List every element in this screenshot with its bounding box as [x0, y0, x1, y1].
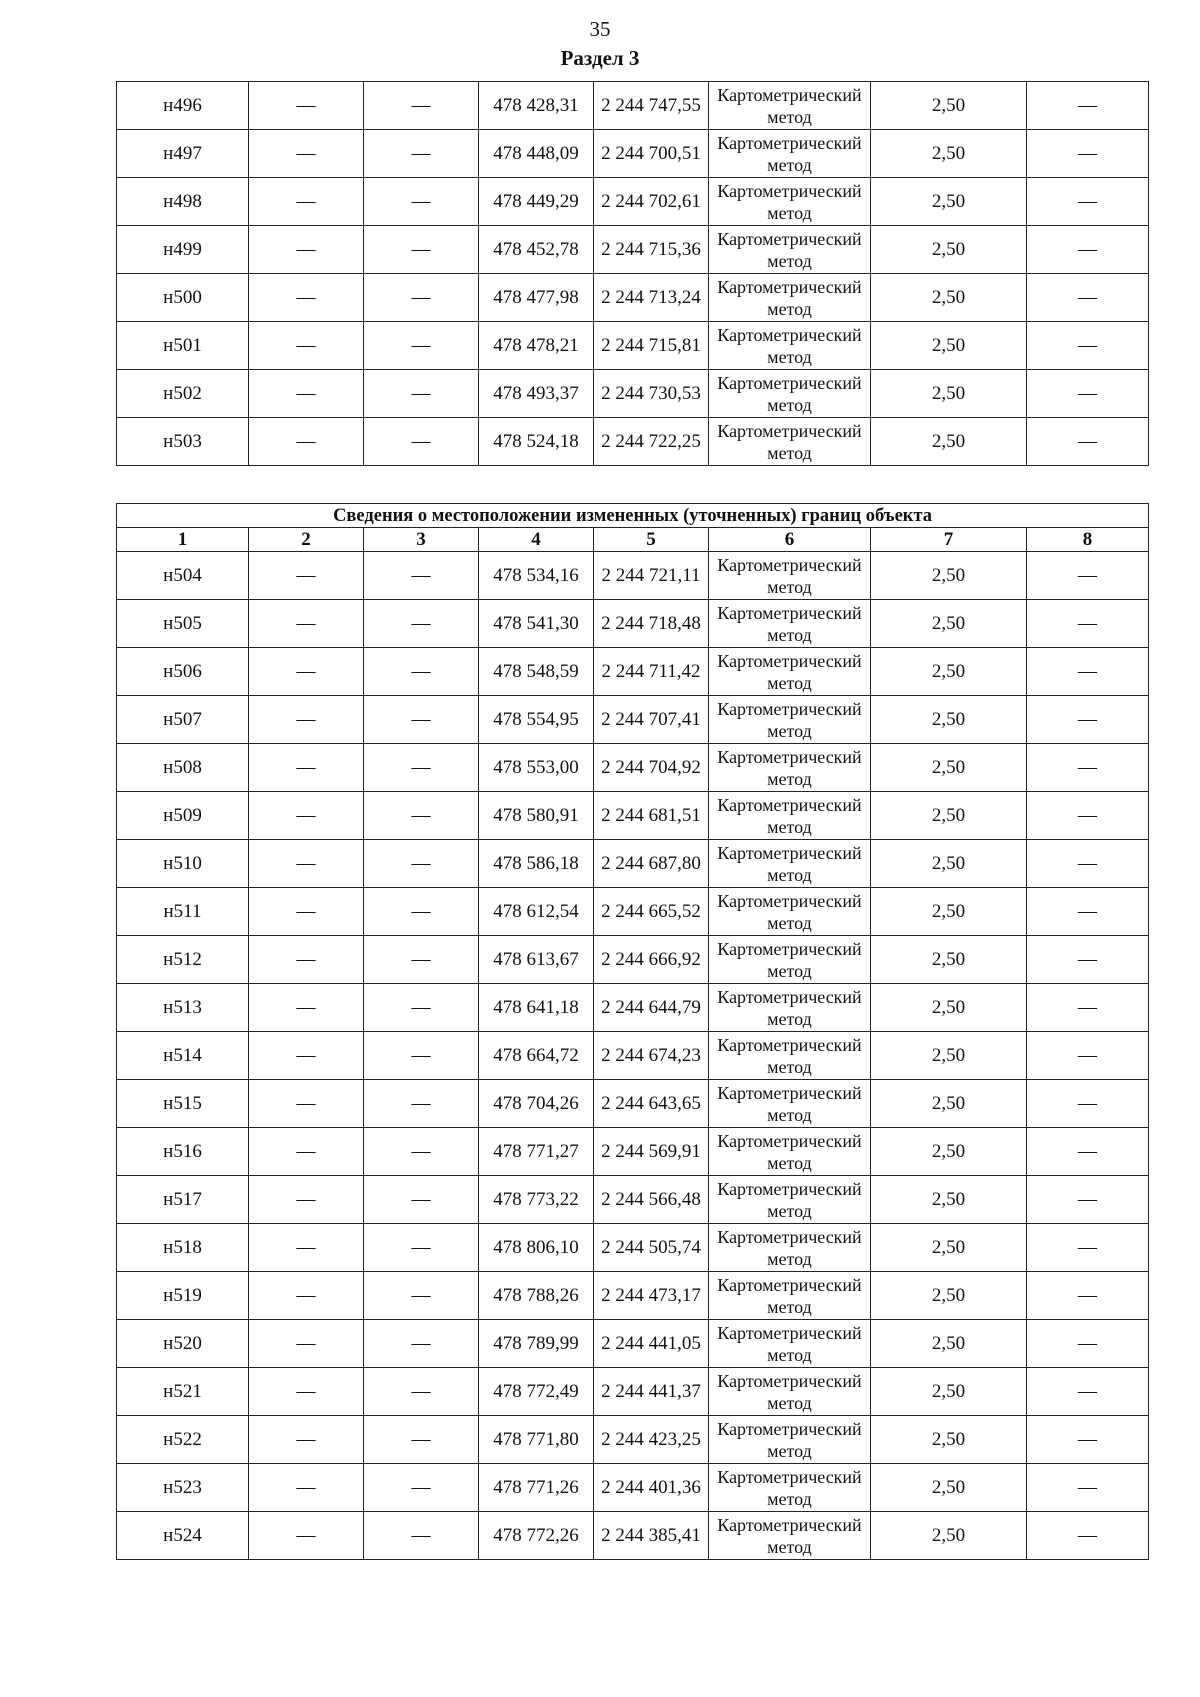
table-row [117, 1416, 1149, 1464]
empty-dash-cell: — [1027, 1128, 1149, 1176]
column-number-cell: 4 [479, 528, 594, 552]
y-coordinate-cell: 2 244 473,17 [594, 1272, 709, 1320]
point-id-cell: н501 [117, 322, 249, 370]
empty-dash-cell: — [1027, 322, 1149, 370]
y-coordinate-cell: 2 244 747,55 [594, 82, 709, 130]
empty-dash-cell: — [1027, 1464, 1149, 1512]
y-coordinate-cell: 2 244 681,51 [594, 792, 709, 840]
empty-dash-cell: — [249, 1320, 364, 1368]
table-row [117, 178, 1149, 226]
column-number-cell: 8 [1027, 528, 1149, 552]
x-coordinate-cell: 478 428,31 [479, 82, 594, 130]
y-coordinate-cell: 2 244 707,41 [594, 696, 709, 744]
x-coordinate-cell: 478 771,27 [479, 1128, 594, 1176]
empty-dash-cell: — [249, 1512, 364, 1560]
empty-dash-cell: — [364, 1464, 479, 1512]
empty-dash-cell: — [364, 648, 479, 696]
empty-dash-cell: — [364, 1416, 479, 1464]
method-cell: Картометрический метод [709, 178, 871, 226]
empty-dash-cell: — [364, 370, 479, 418]
table-row [117, 1080, 1149, 1128]
empty-dash-cell: — [1027, 888, 1149, 936]
table-row [117, 600, 1149, 648]
empty-dash-cell: — [1027, 418, 1149, 466]
empty-dash-cell: — [364, 1224, 479, 1272]
point-id-cell: н504 [117, 552, 249, 600]
empty-dash-cell: — [249, 936, 364, 984]
y-coordinate-cell: 2 244 730,53 [594, 370, 709, 418]
empty-dash-cell: — [1027, 744, 1149, 792]
table-row [117, 274, 1149, 322]
empty-dash-cell: — [1027, 1272, 1149, 1320]
point-id-cell: н518 [117, 1224, 249, 1272]
accuracy-cell: 2,50 [871, 984, 1027, 1032]
table-row [117, 82, 1149, 130]
coordinates-table-continued [116, 81, 1149, 466]
accuracy-cell: 2,50 [871, 1176, 1027, 1224]
accuracy-cell: 2,50 [871, 418, 1027, 466]
empty-dash-cell: — [1027, 1512, 1149, 1560]
empty-dash-cell: — [1027, 274, 1149, 322]
table-row [117, 936, 1149, 984]
table-body [117, 82, 1149, 466]
y-coordinate-cell: 2 244 566,48 [594, 1176, 709, 1224]
accuracy-cell: 2,50 [871, 552, 1027, 600]
point-id-cell: н503 [117, 418, 249, 466]
empty-dash-cell: — [364, 1320, 479, 1368]
accuracy-cell: 2,50 [871, 1512, 1027, 1560]
table-row [117, 370, 1149, 418]
empty-dash-cell: — [249, 1128, 364, 1176]
empty-dash-cell: — [249, 370, 364, 418]
y-coordinate-cell: 2 244 665,52 [594, 888, 709, 936]
y-coordinate-cell: 2 244 666,92 [594, 936, 709, 984]
method-cell: Картометрический метод [709, 648, 871, 696]
empty-dash-cell: — [1027, 936, 1149, 984]
empty-dash-cell: — [364, 936, 479, 984]
column-number-cell: 5 [594, 528, 709, 552]
y-coordinate-cell: 2 244 423,25 [594, 1416, 709, 1464]
empty-dash-cell: — [364, 1080, 479, 1128]
x-coordinate-cell: 478 641,18 [479, 984, 594, 1032]
table-row [117, 648, 1149, 696]
empty-dash-cell: — [249, 696, 364, 744]
empty-dash-cell: — [364, 82, 479, 130]
point-id-cell: н497 [117, 130, 249, 178]
table-row [117, 130, 1149, 178]
method-cell: Картометрический метод [709, 888, 871, 936]
point-id-cell: н498 [117, 178, 249, 226]
y-coordinate-cell: 2 244 715,36 [594, 226, 709, 274]
y-coordinate-cell: 2 244 702,61 [594, 178, 709, 226]
method-cell: Картометрический метод [709, 1224, 871, 1272]
empty-dash-cell: — [1027, 226, 1149, 274]
point-id-cell: н512 [117, 936, 249, 984]
x-coordinate-cell: 478 613,67 [479, 936, 594, 984]
y-coordinate-cell: 2 244 704,92 [594, 744, 709, 792]
point-id-cell: н514 [117, 1032, 249, 1080]
method-cell: Картометрический метод [709, 226, 871, 274]
empty-dash-cell: — [1027, 1176, 1149, 1224]
accuracy-cell: 2,50 [871, 1368, 1027, 1416]
point-id-cell: н509 [117, 792, 249, 840]
accuracy-cell: 2,50 [871, 226, 1027, 274]
table-row [117, 1272, 1149, 1320]
method-cell: Картометрический метод [709, 1512, 871, 1560]
empty-dash-cell: — [249, 1368, 364, 1416]
point-id-cell: н510 [117, 840, 249, 888]
page-number: 35 [589, 17, 611, 41]
y-coordinate-cell: 2 244 441,05 [594, 1320, 709, 1368]
empty-dash-cell: — [249, 1464, 364, 1512]
y-coordinate-cell: 2 244 674,23 [594, 1032, 709, 1080]
accuracy-cell: 2,50 [871, 82, 1027, 130]
y-coordinate-cell: 2 244 721,11 [594, 552, 709, 600]
table-body [117, 552, 1149, 1560]
empty-dash-cell: — [249, 1032, 364, 1080]
accuracy-cell: 2,50 [871, 744, 1027, 792]
table-row [117, 1464, 1149, 1512]
accuracy-cell: 2,50 [871, 178, 1027, 226]
empty-dash-cell: — [364, 178, 479, 226]
accuracy-cell: 2,50 [871, 274, 1027, 322]
empty-dash-cell: — [249, 418, 364, 466]
empty-dash-cell: — [249, 82, 364, 130]
empty-dash-cell: — [364, 1272, 479, 1320]
empty-dash-cell: — [1027, 1032, 1149, 1080]
empty-dash-cell: — [1027, 1320, 1149, 1368]
method-cell: Картометрический метод [709, 1080, 871, 1128]
x-coordinate-cell: 478 771,80 [479, 1416, 594, 1464]
x-coordinate-cell: 478 477,98 [479, 274, 594, 322]
column-number-cell: 6 [709, 528, 871, 552]
empty-dash-cell: — [249, 984, 364, 1032]
method-cell: Картометрический метод [709, 1032, 871, 1080]
point-id-cell: н516 [117, 1128, 249, 1176]
x-coordinate-cell: 478 788,26 [479, 1272, 594, 1320]
accuracy-cell: 2,50 [871, 648, 1027, 696]
method-cell: Картометрический метод [709, 936, 871, 984]
point-id-cell: н505 [117, 600, 249, 648]
x-coordinate-cell: 478 773,22 [479, 1176, 594, 1224]
accuracy-cell: 2,50 [871, 792, 1027, 840]
empty-dash-cell: — [1027, 600, 1149, 648]
column-numbers-row [117, 528, 1149, 552]
empty-dash-cell: — [364, 696, 479, 744]
point-id-cell: н515 [117, 1080, 249, 1128]
x-coordinate-cell: 478 772,49 [479, 1368, 594, 1416]
point-id-cell: н499 [117, 226, 249, 274]
empty-dash-cell: — [364, 840, 479, 888]
empty-dash-cell: — [1027, 648, 1149, 696]
method-cell: Картометрический метод [709, 1272, 871, 1320]
y-coordinate-cell: 2 244 711,42 [594, 648, 709, 696]
empty-dash-cell: — [1027, 178, 1149, 226]
point-id-cell: н517 [117, 1176, 249, 1224]
x-coordinate-cell: 478 580,91 [479, 792, 594, 840]
table-row [117, 744, 1149, 792]
method-cell: Картометрический метод [709, 1416, 871, 1464]
point-id-cell: н521 [117, 1368, 249, 1416]
empty-dash-cell: — [249, 274, 364, 322]
method-cell: Картометрический метод [709, 744, 871, 792]
empty-dash-cell: — [364, 322, 479, 370]
table-row [117, 322, 1149, 370]
y-coordinate-cell: 2 244 700,51 [594, 130, 709, 178]
empty-dash-cell: — [364, 274, 479, 322]
point-id-cell: н524 [117, 1512, 249, 1560]
empty-dash-cell: — [249, 1176, 364, 1224]
method-cell: Картометрический метод [709, 792, 871, 840]
method-cell: Картометрический метод [709, 1464, 871, 1512]
table-row [117, 1176, 1149, 1224]
table-row [117, 696, 1149, 744]
column-number-cell: 3 [364, 528, 479, 552]
changed-boundaries-table [116, 503, 1149, 1560]
accuracy-cell: 2,50 [871, 888, 1027, 936]
accuracy-cell: 2,50 [871, 1272, 1027, 1320]
empty-dash-cell: — [364, 792, 479, 840]
table-row [117, 888, 1149, 936]
column-number-cell: 7 [871, 528, 1027, 552]
empty-dash-cell: — [1027, 1080, 1149, 1128]
y-coordinate-cell: 2 244 715,81 [594, 322, 709, 370]
accuracy-cell: 2,50 [871, 840, 1027, 888]
accuracy-cell: 2,50 [871, 696, 1027, 744]
method-cell: Картометрический метод [709, 1176, 871, 1224]
point-id-cell: н520 [117, 1320, 249, 1368]
y-coordinate-cell: 2 244 722,25 [594, 418, 709, 466]
method-cell: Картометрический метод [709, 696, 871, 744]
empty-dash-cell: — [364, 1512, 479, 1560]
empty-dash-cell: — [249, 226, 364, 274]
empty-dash-cell: — [1027, 840, 1149, 888]
point-id-cell: н511 [117, 888, 249, 936]
x-coordinate-cell: 478 452,78 [479, 226, 594, 274]
section-title: Раздел 3 [560, 46, 640, 70]
point-id-cell: н506 [117, 648, 249, 696]
empty-dash-cell: — [364, 226, 479, 274]
method-cell: Картометрический метод [709, 552, 871, 600]
y-coordinate-cell: 2 244 687,80 [594, 840, 709, 888]
y-coordinate-cell: 2 244 385,41 [594, 1512, 709, 1560]
point-id-cell: н522 [117, 1416, 249, 1464]
empty-dash-cell: — [364, 888, 479, 936]
accuracy-cell: 2,50 [871, 1320, 1027, 1368]
x-coordinate-cell: 478 524,18 [479, 418, 594, 466]
table-row [117, 226, 1149, 274]
accuracy-cell: 2,50 [871, 1128, 1027, 1176]
empty-dash-cell: — [364, 600, 479, 648]
x-coordinate-cell: 478 772,26 [479, 1512, 594, 1560]
x-coordinate-cell: 478 449,29 [479, 178, 594, 226]
table-row [117, 1320, 1149, 1368]
x-coordinate-cell: 478 664,72 [479, 1032, 594, 1080]
x-coordinate-cell: 478 478,21 [479, 322, 594, 370]
empty-dash-cell: — [249, 322, 364, 370]
y-coordinate-cell: 2 244 718,48 [594, 600, 709, 648]
y-coordinate-cell: 2 244 505,74 [594, 1224, 709, 1272]
empty-dash-cell: — [249, 600, 364, 648]
point-id-cell: н502 [117, 370, 249, 418]
accuracy-cell: 2,50 [871, 130, 1027, 178]
empty-dash-cell: — [364, 744, 479, 792]
empty-dash-cell: — [364, 552, 479, 600]
point-id-cell: н508 [117, 744, 249, 792]
table-row [117, 840, 1149, 888]
accuracy-cell: 2,50 [871, 1224, 1027, 1272]
method-cell: Картометрический метод [709, 600, 871, 648]
empty-dash-cell: — [364, 1176, 479, 1224]
x-coordinate-cell: 478 806,10 [479, 1224, 594, 1272]
table-row [117, 1224, 1149, 1272]
empty-dash-cell: — [1027, 1416, 1149, 1464]
method-cell: Картометрический метод [709, 274, 871, 322]
empty-dash-cell: — [249, 744, 364, 792]
empty-dash-cell: — [1027, 370, 1149, 418]
method-cell: Картометрический метод [709, 1368, 871, 1416]
x-coordinate-cell: 478 448,09 [479, 130, 594, 178]
empty-dash-cell: — [249, 792, 364, 840]
x-coordinate-cell: 478 548,59 [479, 648, 594, 696]
method-cell: Картометрический метод [709, 840, 871, 888]
y-coordinate-cell: 2 244 644,79 [594, 984, 709, 1032]
empty-dash-cell: — [1027, 82, 1149, 130]
x-coordinate-cell: 478 789,99 [479, 1320, 594, 1368]
method-cell: Картометрический метод [709, 418, 871, 466]
table-row [117, 1128, 1149, 1176]
empty-dash-cell: — [364, 418, 479, 466]
method-cell: Картометрический метод [709, 370, 871, 418]
table-row [117, 418, 1149, 466]
accuracy-cell: 2,50 [871, 1080, 1027, 1128]
empty-dash-cell: — [249, 840, 364, 888]
y-coordinate-cell: 2 244 713,24 [594, 274, 709, 322]
point-id-cell: н507 [117, 696, 249, 744]
empty-dash-cell: — [249, 178, 364, 226]
method-cell: Картометрический метод [709, 1320, 871, 1368]
method-cell: Картометрический метод [709, 130, 871, 178]
table-caption-row [117, 504, 1149, 528]
x-coordinate-cell: 478 553,00 [479, 744, 594, 792]
point-id-cell: н523 [117, 1464, 249, 1512]
empty-dash-cell: — [1027, 1224, 1149, 1272]
table-row [117, 1512, 1149, 1560]
empty-dash-cell: — [249, 888, 364, 936]
point-id-cell: н519 [117, 1272, 249, 1320]
point-id-cell: н496 [117, 82, 249, 130]
method-cell: Картометрический метод [709, 322, 871, 370]
empty-dash-cell: — [364, 1032, 479, 1080]
point-id-cell: н500 [117, 274, 249, 322]
empty-dash-cell: — [364, 1128, 479, 1176]
empty-dash-cell: — [1027, 792, 1149, 840]
accuracy-cell: 2,50 [871, 936, 1027, 984]
accuracy-cell: 2,50 [871, 1464, 1027, 1512]
empty-dash-cell: — [249, 1272, 364, 1320]
table-row [117, 984, 1149, 1032]
x-coordinate-cell: 478 541,30 [479, 600, 594, 648]
table-row [117, 552, 1149, 600]
empty-dash-cell: — [364, 1368, 479, 1416]
accuracy-cell: 2,50 [871, 1032, 1027, 1080]
empty-dash-cell: — [249, 648, 364, 696]
point-id-cell: н513 [117, 984, 249, 1032]
x-coordinate-cell: 478 771,26 [479, 1464, 594, 1512]
table-row [117, 1368, 1149, 1416]
y-coordinate-cell: 2 244 441,37 [594, 1368, 709, 1416]
table-row [117, 792, 1149, 840]
empty-dash-cell: — [364, 130, 479, 178]
column-number-cell: 2 [249, 528, 364, 552]
empty-dash-cell: — [1027, 130, 1149, 178]
y-coordinate-cell: 2 244 401,36 [594, 1464, 709, 1512]
method-cell: Картометрический метод [709, 82, 871, 130]
method-cell: Картометрический метод [709, 1128, 871, 1176]
x-coordinate-cell: 478 554,95 [479, 696, 594, 744]
table-row [117, 1032, 1149, 1080]
empty-dash-cell: — [249, 1224, 364, 1272]
table-caption: Сведения о местоположении измененных (уточненных) границ объекта [117, 504, 1149, 528]
method-cell: Картометрический метод [709, 984, 871, 1032]
x-coordinate-cell: 478 612,54 [479, 888, 594, 936]
x-coordinate-cell: 478 704,26 [479, 1080, 594, 1128]
x-coordinate-cell: 478 493,37 [479, 370, 594, 418]
column-number-cell: 1 [117, 528, 249, 552]
accuracy-cell: 2,50 [871, 600, 1027, 648]
empty-dash-cell: — [249, 1080, 364, 1128]
y-coordinate-cell: 2 244 643,65 [594, 1080, 709, 1128]
x-coordinate-cell: 478 534,16 [479, 552, 594, 600]
accuracy-cell: 2,50 [871, 1416, 1027, 1464]
empty-dash-cell: — [364, 984, 479, 1032]
y-coordinate-cell: 2 244 569,91 [594, 1128, 709, 1176]
empty-dash-cell: — [1027, 1368, 1149, 1416]
accuracy-cell: 2,50 [871, 370, 1027, 418]
empty-dash-cell: — [249, 130, 364, 178]
x-coordinate-cell: 478 586,18 [479, 840, 594, 888]
empty-dash-cell: — [1027, 696, 1149, 744]
empty-dash-cell: — [249, 1416, 364, 1464]
empty-dash-cell: — [1027, 552, 1149, 600]
accuracy-cell: 2,50 [871, 322, 1027, 370]
empty-dash-cell: — [249, 552, 364, 600]
empty-dash-cell: — [1027, 984, 1149, 1032]
